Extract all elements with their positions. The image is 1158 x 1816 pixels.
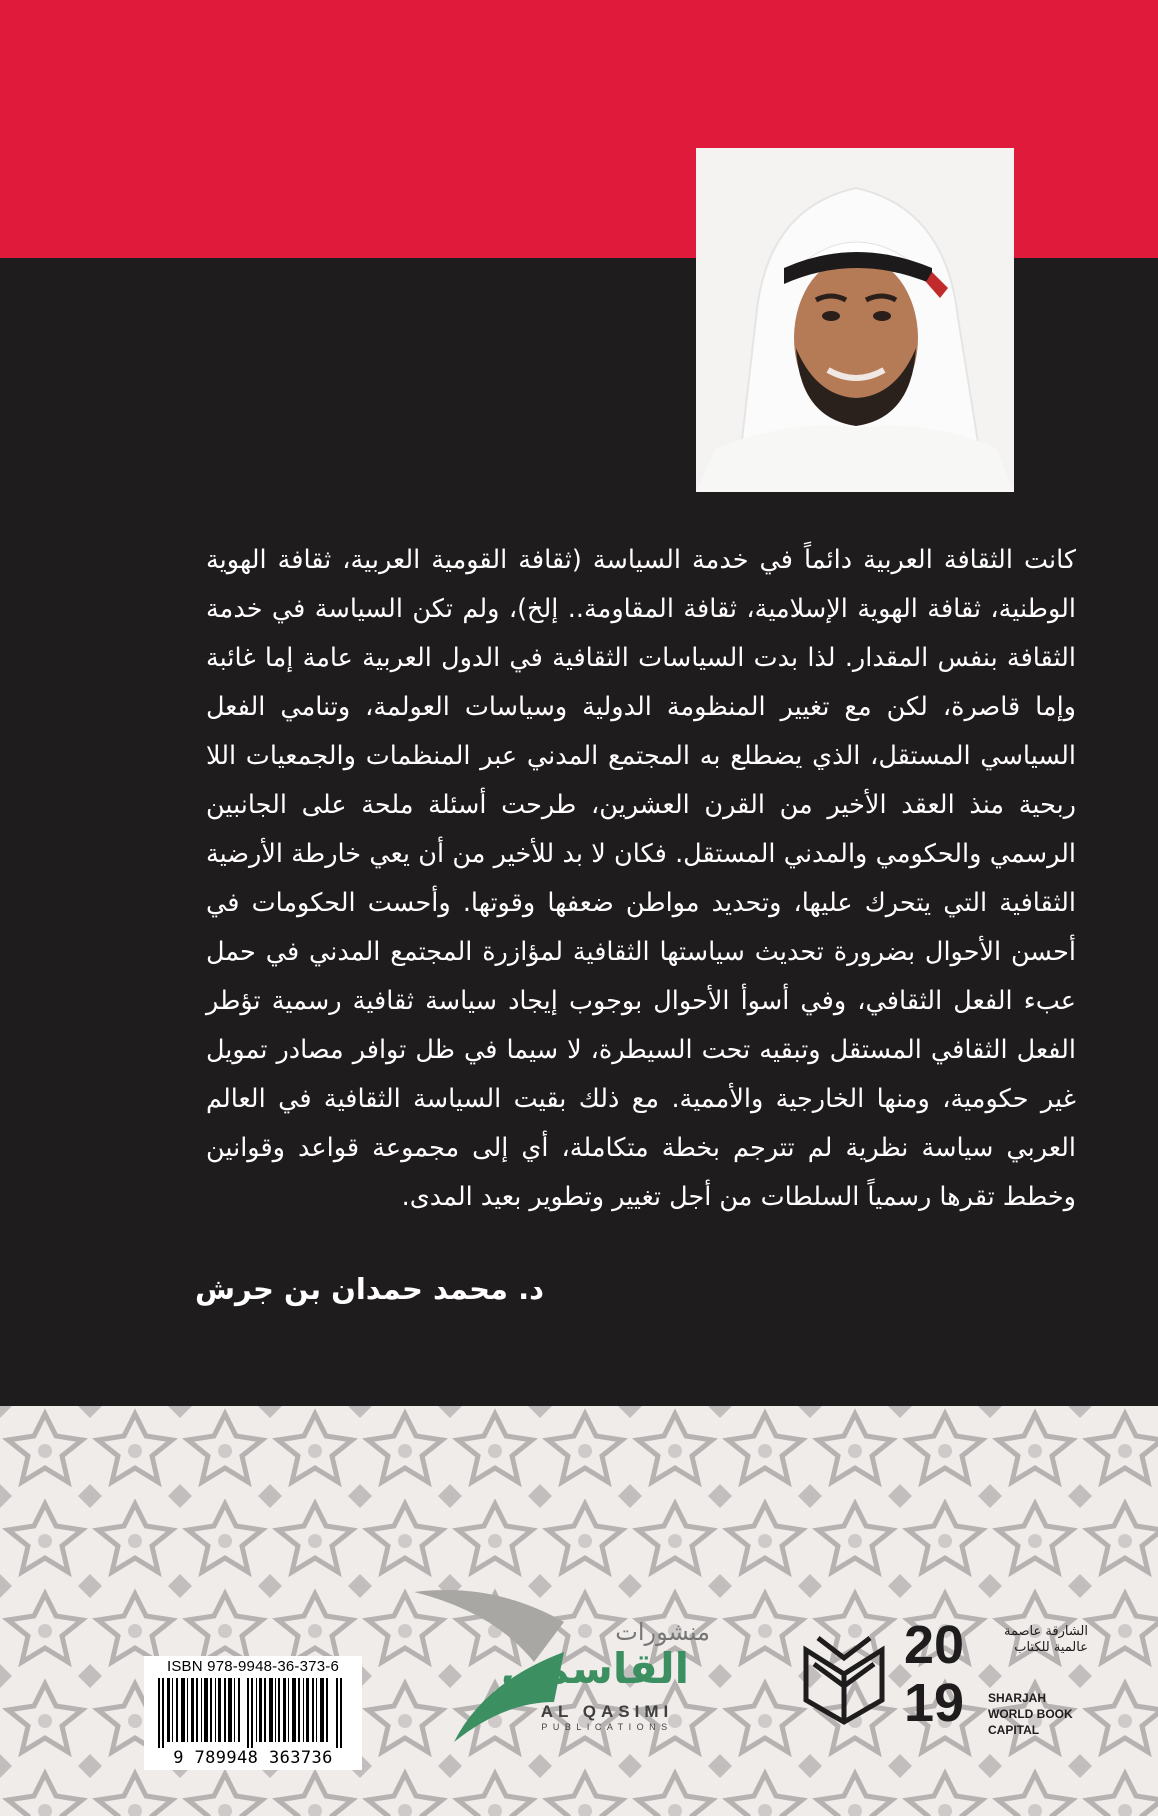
publisher-arabic-name: القاسمي: [500, 1644, 690, 1693]
publisher-english-name: AL QASIMI: [540, 1702, 674, 1721]
back-cover-blurb: كانت الثقافة العربية دائماً في خدمة السياسة (ثقافة القومية العربية، ثقافة الهوية الوطنية، ثقافة الهوية الإسلامية، ثقافة المقاومة.. إلخ)، ولم تكن السياسة في خدمة الثقافة بنفس المقدار. لذا بدت السياسات الثقافية في الدول العربية عامة إما غائبة وإما قاصرة، لكن مع تغيير المنظومة الدولية وسياسات العولمة، وتنامي الفعل السياسي المستقل، الذي يضطلع به المجتمع المدني عبر المنظمات والجمعيات اللا ربحية منذ العقد الأخير من القرن العشرين، طرحت أسئلة ملحة على الجانبين الرسمي والحكومي والمدني المستقل. فكان لا بد للأخير من أن يعي خارطة الأرضية الثقافية التي يتحرك عليها، وتحديد مواطن ضعفها وقوتها. وأحست الحكومات في أحسن الأحوال بضرورة تحديث سياستها الثقافية لمؤازرة المجتمع المدني في حمل عبء الفعل الثقافي، وفي أسوأ الأحوال بوجوب إيجاد سياسة ثقافية رسمية تؤطر الفعل الثقافي المستقل وتبقيه تحت السيطرة، لا سيما في ظل توافر مصادر تمويل غير حكومية، ومنها الخارجية والأممية. مع ذلك بقيت السياسة الثقافية في العالم العربي سياسة نظرية لم تترجم بخطة متكاملة، أي إلى مجموعة قواعد وقوانين وخطط تقرها رسمياً السلطات من أجل تغيير وتطوير بعيد المدى.: [206, 545, 1076, 1212]
open-book-icon: [796, 1630, 892, 1726]
barcode-digits: 9 789948 363736: [173, 1748, 333, 1768]
author-name: د. محمد حمدان بن جرش: [194, 1272, 544, 1306]
publisher-arabic-top: منشورات: [615, 1618, 710, 1646]
barcode-label: [144, 1656, 362, 1770]
author-portrait-photo: [696, 148, 1014, 492]
publisher-subtitle: PUBLICATIONS: [541, 1722, 673, 1732]
sharjah-english-label: SHARJAH WORLD BOOK CAPITAL: [988, 1691, 1073, 1737]
year-bottom: 19: [904, 1673, 965, 1733]
year-top: 20: [904, 1615, 965, 1675]
barcode-icon: [150, 1678, 356, 1748]
sharjah-arabic-label: الشارقة عاصمة عالمية للكتاب: [1004, 1624, 1088, 1655]
isbn-text: ISBN 978-9948-36-373-6: [166, 1658, 339, 1675]
author-portrait: [696, 148, 1014, 492]
